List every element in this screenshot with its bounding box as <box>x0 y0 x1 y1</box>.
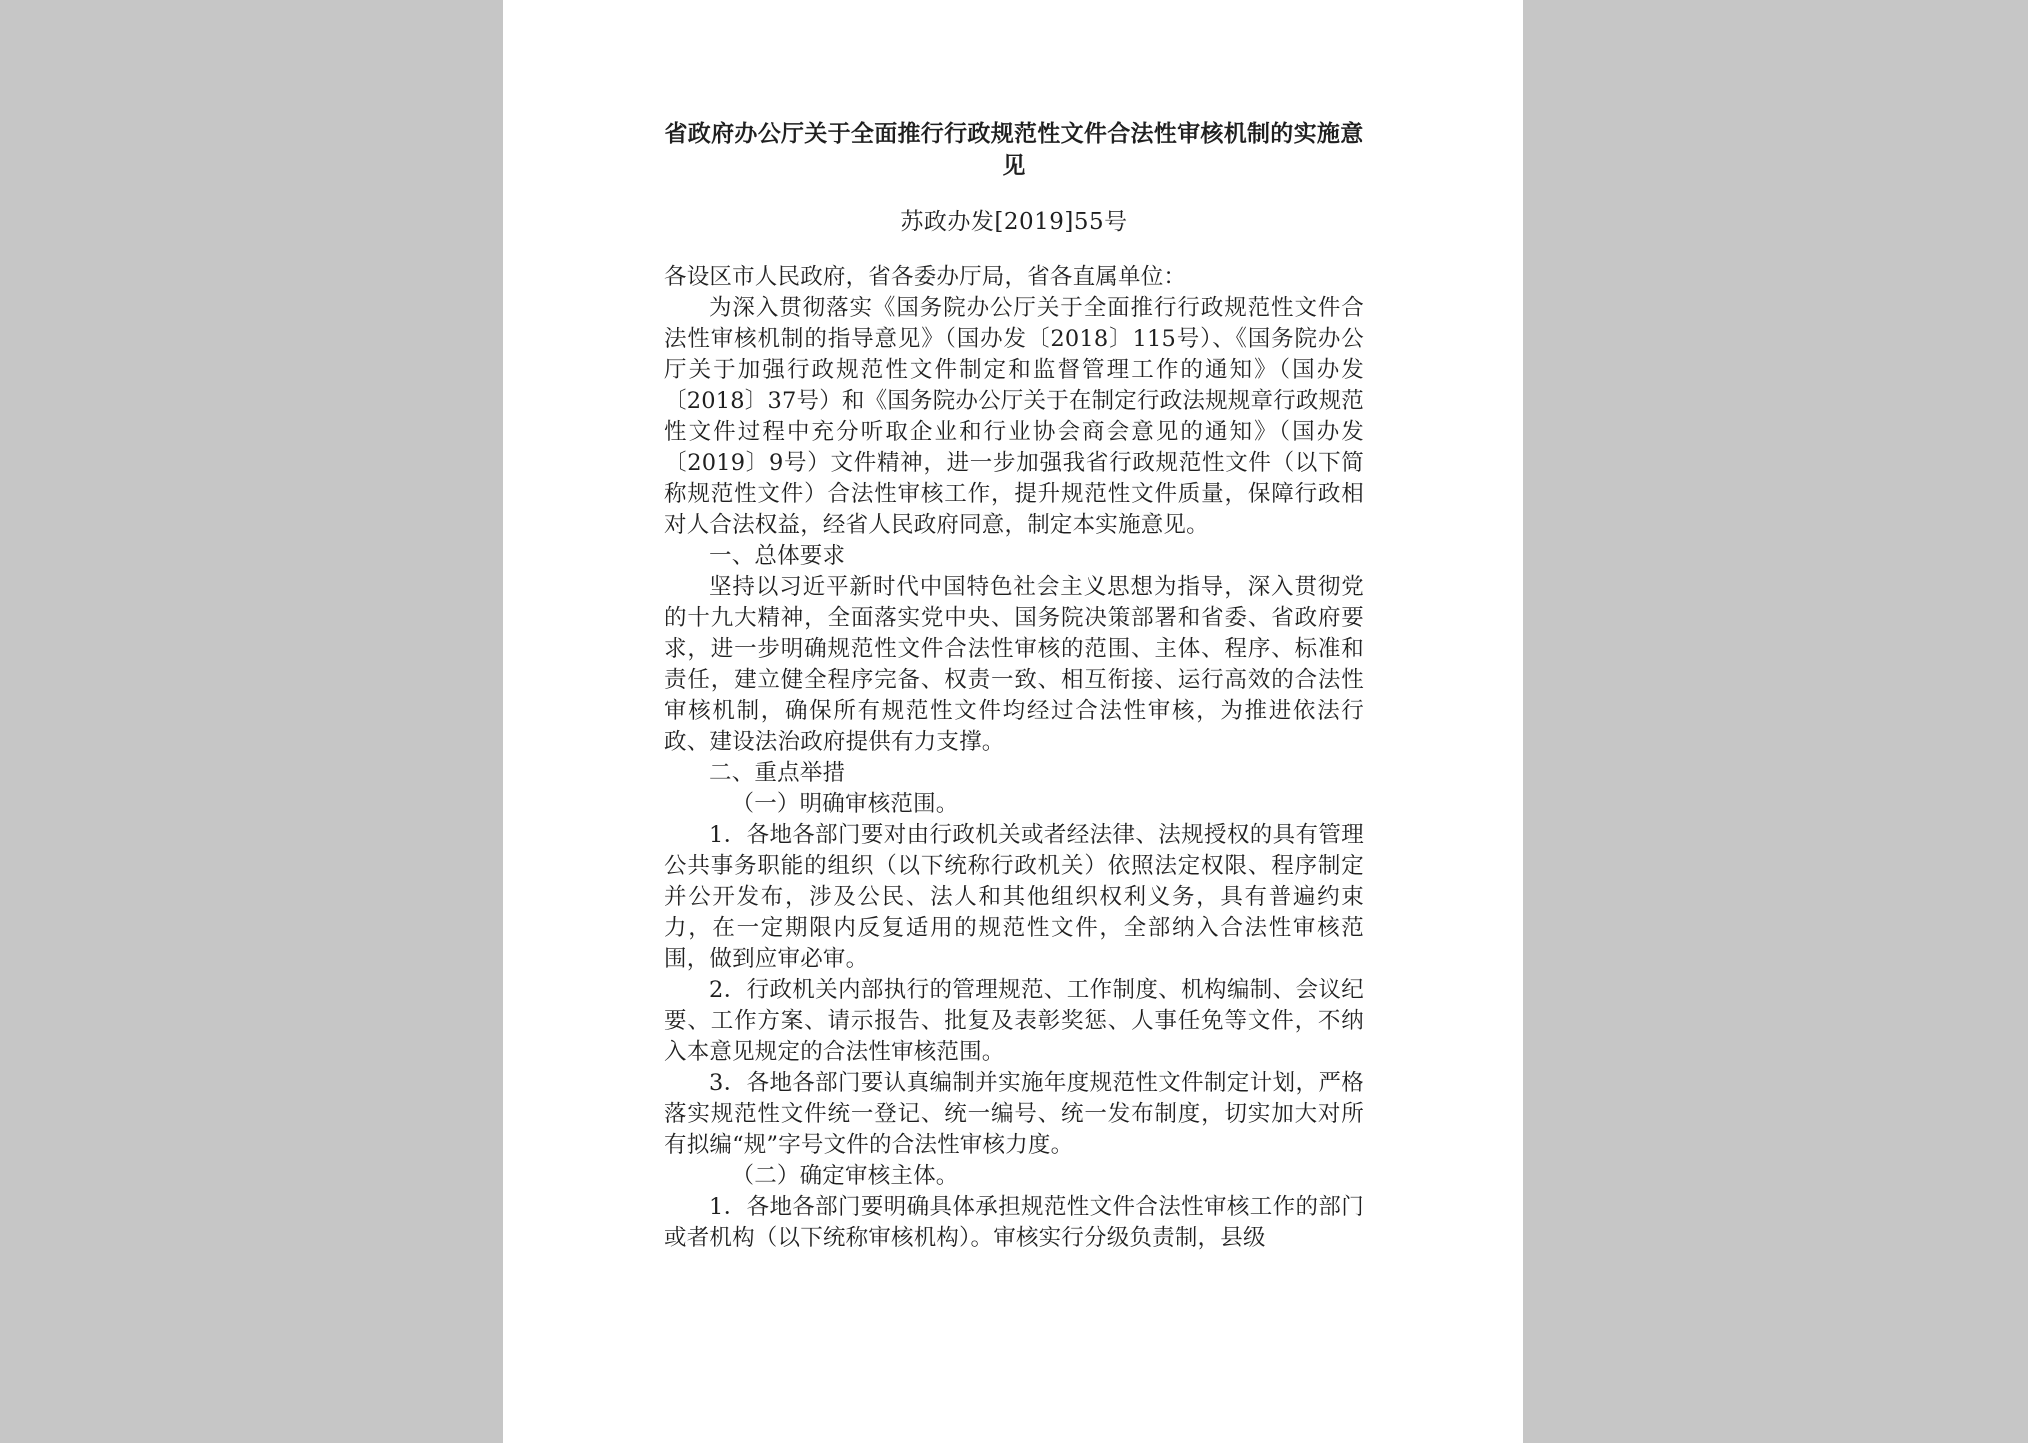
item-2-1: 1．各地各部门要明确具体承担规范性文件合法性审核工作的部门或者机构（以下统称审核机构）。审核实行分级负责制，县级 <box>664 1194 1364 1251</box>
section-heading-1: 一、总体要求 <box>709 543 846 569</box>
document-content <box>664 118 1364 1254</box>
document-title: 省政府办公厅关于全面推行行政规范性文件合法性审核机制的实施意见 <box>664 120 1364 179</box>
section-heading-2: 二、重点举措 <box>709 760 846 786</box>
intro-paragraph: 为深入贯彻落实《国务院办公厅关于全面推行行政规范性文件合法性审核机制的指导意见》（国办发〔2018〕115号）、《国务院办公厅关于加强行政规范性文件制定和监督管理工作的通知》（国办发〔2018〕37号）和《国务院办公厅关于在制定行政法规规章行政规范性文件过程中充分听取企业和行业协会商会意见的通知》（国办发〔2019〕9号）文件精神，进一步加强我省行政规范性文件（以下简称规范性文件）合法性审核工作，提升规范性文件质量，保障行政相对人合法权益，经省人民政府同意，制定本实施意见。 <box>664 295 1364 538</box>
salutation: 各设区市人民政府，省各委办厅局，省各直属单位： <box>664 264 1187 290</box>
subsection-heading-1: （一）明确审核范围。 <box>731 791 959 817</box>
subsection-heading-2: （二）确定审核主体。 <box>731 1163 959 1189</box>
item-1-3: 3．各地各部门要认真编制并实施年度规范性文件制定计划，严格落实规范性文件统一登记、统一编号、统一发布制度，切实加大对所有拟编“规”字号文件的合法性审核力度。 <box>664 1070 1364 1158</box>
document-number: 苏政办发[2019]55号 <box>900 209 1128 235</box>
section-1-paragraph: 坚持以习近平新时代中国特色社会主义思想为指导，深入贯彻党的十九大精神，全面落实党中央、国务院决策部署和省委、省政府要求，进一步明确规范性文件合法性审核的范围、主体、程序、标准和责任，建立健全程序完备、权责一致、相互衔接、运行高效的合法性审核机制，确保所有规范性文件均经过合法性审核，为推进依法行政、建设法治政府提供有力支撑。 <box>664 574 1364 755</box>
item-1-2: 2．行政机关内部执行的管理规范、工作制度、机构编制、会议纪要、工作方案、请示报告、批复及表彰奖惩、人事任免等文件，不纳入本意见规定的合法性审核范围。 <box>664 977 1364 1065</box>
item-1-1: 1．各地各部门要对由行政机关或者经法律、法规授权的具有管理公共事务职能的组织（以下统称行政机关）依照法定权限、程序制定并公开发布，涉及公民、法人和其他组织权利义务，具有普遍约束力，在一定期限内反复适用的规范性文件，全部纳入合法性审核范围，做到应审必审。 <box>664 822 1364 972</box>
document-page <box>503 0 1523 1443</box>
